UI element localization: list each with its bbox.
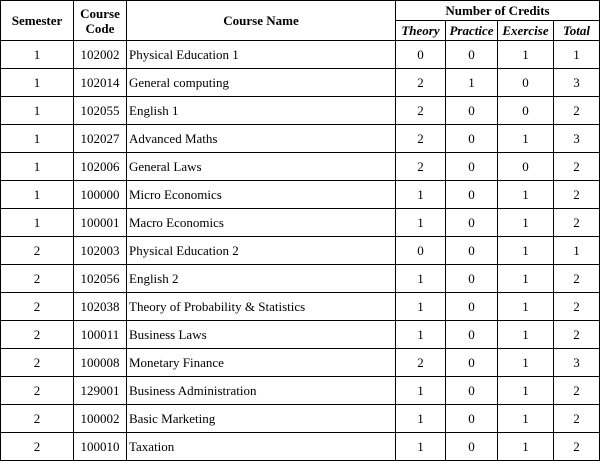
course-code-cell: 100000 (74, 181, 127, 209)
credits-group-header: Number of Credits (396, 1, 600, 21)
exercise-cell: 0 (498, 97, 554, 125)
course-code-cell: 102056 (74, 265, 127, 293)
practice-cell: 0 (446, 181, 498, 209)
practice-cell: 0 (446, 349, 498, 377)
exercise-cell: 1 (498, 433, 554, 461)
total-cell: 2 (554, 321, 600, 349)
course-code-cell: 102038 (74, 293, 127, 321)
table-row (1, 41, 600, 69)
practice-cell: 0 (446, 293, 498, 321)
semester-cell: 2 (1, 349, 74, 377)
total-cell: 2 (554, 405, 600, 433)
semester-cell: 2 (1, 405, 74, 433)
theory-cell: 1 (396, 293, 446, 321)
exercise-cell: 1 (498, 237, 554, 265)
exercise-cell: 1 (498, 349, 554, 377)
table-row (1, 69, 600, 97)
theory-cell: 0 (396, 41, 446, 69)
semester-cell: 2 (1, 321, 74, 349)
theory-cell: 1 (396, 321, 446, 349)
practice-cell: 0 (446, 321, 498, 349)
exercise-cell: 0 (498, 69, 554, 97)
course-code-cell: 102002 (74, 41, 127, 69)
exercise-cell: 1 (498, 41, 554, 69)
semester-cell: 2 (1, 293, 74, 321)
semester-cell: 2 (1, 265, 74, 293)
course-code-header: Course Code (74, 1, 127, 41)
semester-cell: 1 (1, 153, 74, 181)
exercise-cell: 1 (498, 125, 554, 153)
exercise-cell: 1 (498, 209, 554, 237)
semester-cell: 1 (1, 97, 74, 125)
table-row (1, 153, 600, 181)
course-code-cell: 102027 (74, 125, 127, 153)
course-code-cell: 100002 (74, 405, 127, 433)
course-name-cell: Business Administration (127, 377, 396, 405)
exercise-cell: 1 (498, 265, 554, 293)
course-name-cell: English 2 (127, 265, 396, 293)
total-cell: 2 (554, 209, 600, 237)
course-code-cell: 100008 (74, 349, 127, 377)
exercise-cell: 1 (498, 405, 554, 433)
table-row (1, 97, 600, 125)
exercise-cell: 1 (498, 181, 554, 209)
total-cell: 2 (554, 293, 600, 321)
theory-cell: 0 (396, 237, 446, 265)
table-row (1, 405, 600, 433)
table-row (1, 237, 600, 265)
course-code-cell: 129001 (74, 377, 127, 405)
course-name-cell: Taxation (127, 433, 396, 461)
semester-cell: 1 (1, 69, 74, 97)
practice-cell: 0 (446, 237, 498, 265)
total-cell: 1 (554, 41, 600, 69)
course-code-cell: 102006 (74, 153, 127, 181)
semester-cell: 2 (1, 237, 74, 265)
semester-header: Semester (1, 1, 74, 41)
practice-cell: 0 (446, 125, 498, 153)
course-name-cell: Advanced Maths (127, 125, 396, 153)
course-name-header: Course Name (127, 1, 396, 41)
semester-cell: 1 (1, 209, 74, 237)
practice-cell: 1 (446, 69, 498, 97)
practice-cell: 0 (446, 405, 498, 433)
theory-cell: 2 (396, 69, 446, 97)
practice-cell: 0 (446, 41, 498, 69)
exercise-cell: 1 (498, 293, 554, 321)
table-row (1, 377, 600, 405)
exercise-cell: 1 (498, 321, 554, 349)
total-cell: 3 (554, 349, 600, 377)
table-row (1, 433, 600, 461)
table-row (1, 321, 600, 349)
theory-header: Theory (396, 21, 446, 41)
table-row (1, 265, 600, 293)
theory-cell: 1 (396, 265, 446, 293)
total-cell: 2 (554, 153, 600, 181)
total-cell: 1 (554, 237, 600, 265)
exercise-cell: 1 (498, 377, 554, 405)
table-row (1, 209, 600, 237)
practice-cell: 0 (446, 153, 498, 181)
practice-cell: 0 (446, 265, 498, 293)
theory-cell: 1 (396, 181, 446, 209)
semester-cell: 2 (1, 433, 74, 461)
total-cell: 3 (554, 125, 600, 153)
course-name-cell: Basic Marketing (127, 405, 396, 433)
course-code-cell: 100001 (74, 209, 127, 237)
exercise-cell: 0 (498, 153, 554, 181)
course-code-cell: 102014 (74, 69, 127, 97)
table-row (1, 349, 600, 377)
theory-cell: 2 (396, 153, 446, 181)
table-row (1, 181, 600, 209)
course-name-cell: Physical Education 2 (127, 237, 396, 265)
semester-cell: 2 (1, 377, 74, 405)
practice-cell: 0 (446, 97, 498, 125)
theory-cell: 2 (396, 97, 446, 125)
course-name-cell: General Laws (127, 153, 396, 181)
course-name-cell: English 1 (127, 97, 396, 125)
total-cell: 2 (554, 377, 600, 405)
course-code-cell: 102003 (74, 237, 127, 265)
theory-cell: 1 (396, 209, 446, 237)
semester-cell: 1 (1, 125, 74, 153)
course-name-cell: Monetary Finance (127, 349, 396, 377)
table-row (1, 293, 600, 321)
course-code-cell: 100010 (74, 433, 127, 461)
practice-cell: 0 (446, 433, 498, 461)
theory-cell: 1 (396, 377, 446, 405)
table-header (1, 1, 600, 41)
semester-cell: 1 (1, 41, 74, 69)
course-name-cell: General computing (127, 69, 396, 97)
course-name-cell: Physical Education 1 (127, 41, 396, 69)
theory-cell: 2 (396, 349, 446, 377)
exercise-header: Exercise (498, 21, 554, 41)
practice-cell: 0 (446, 377, 498, 405)
total-header: Total (554, 21, 600, 41)
theory-cell: 1 (396, 405, 446, 433)
course-name-cell: Business Laws (127, 321, 396, 349)
total-cell: 2 (554, 97, 600, 125)
course-name-cell: Micro Economics (127, 181, 396, 209)
course-name-cell: Theory of Probability & Statistics (127, 293, 396, 321)
course-code-cell: 102055 (74, 97, 127, 125)
total-cell: 2 (554, 265, 600, 293)
total-cell: 2 (554, 433, 600, 461)
semester-cell: 1 (1, 181, 74, 209)
table-body (1, 41, 600, 461)
theory-cell: 2 (396, 125, 446, 153)
practice-header: Practice (446, 21, 498, 41)
total-cell: 3 (554, 69, 600, 97)
theory-cell: 1 (396, 433, 446, 461)
course-name-cell: Macro Economics (127, 209, 396, 237)
practice-cell: 0 (446, 209, 498, 237)
total-cell: 2 (554, 181, 600, 209)
table-row (1, 125, 600, 153)
course-code-cell: 100011 (74, 321, 127, 349)
